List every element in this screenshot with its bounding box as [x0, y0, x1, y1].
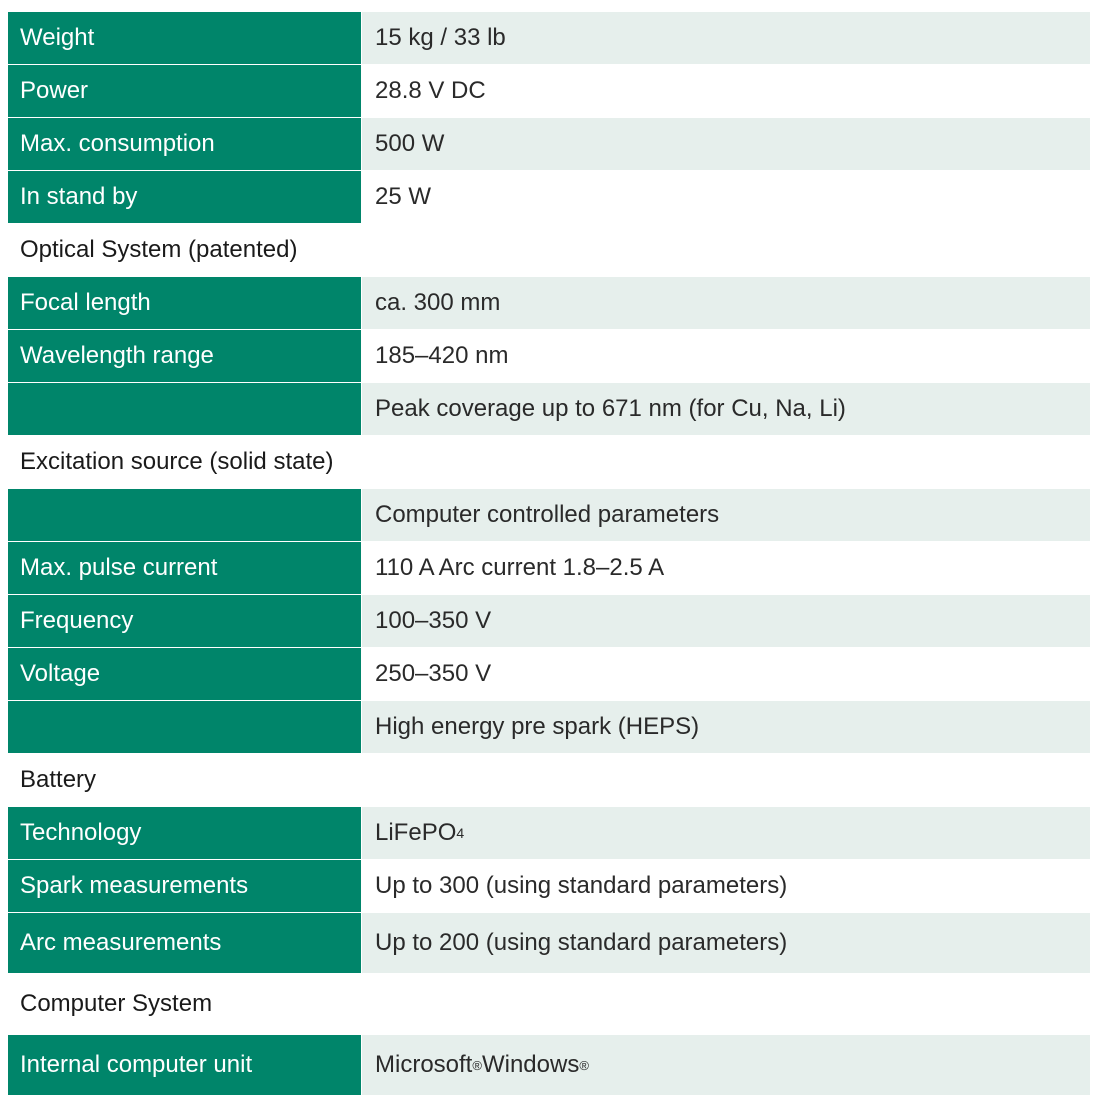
os-name: Windows: [481, 1051, 580, 1078]
chemistry-subscript: 4: [456, 825, 465, 841]
spec-row-spark-measurements: [8, 860, 1090, 912]
spec-value: 500 W: [362, 118, 1090, 170]
spec-label: [8, 489, 362, 541]
spec-value: 28.8 V DC: [362, 65, 1090, 117]
spec-row-frequency: [8, 595, 1090, 647]
spec-row-heps: [8, 701, 1090, 753]
section-heading-optical: Optical System (patented): [20, 236, 298, 263]
spec-row-weight: [8, 12, 1090, 64]
section-heading-excitation: Excitation source (solid state): [20, 448, 334, 475]
spec-value: 15 kg / 33 lb: [362, 12, 1090, 64]
spec-label: Max. consumption: [8, 118, 362, 170]
spec-value: 110 A Arc current 1.8–2.5 A: [362, 542, 1090, 594]
spec-label: Voltage: [8, 648, 362, 700]
spec-value: ca. 300 mm: [362, 277, 1090, 329]
spec-label: Max. pulse current: [8, 542, 362, 594]
spec-value: Up to 300 (using standard parameters): [362, 860, 1090, 912]
spec-row-focal-length: [8, 277, 1090, 329]
section-heading-computer: Computer System: [20, 990, 213, 1017]
spec-label: Technology: [8, 807, 362, 859]
spec-label: Spark measurements: [8, 860, 362, 912]
spec-row-wavelength-range: [8, 330, 1090, 382]
spec-value: 185–420 nm: [362, 330, 1090, 382]
spec-label: Internal computer unit: [8, 1035, 362, 1095]
spec-label: Focal length: [8, 277, 362, 329]
spec-row-power: [8, 65, 1090, 117]
section-heading-battery: Battery: [20, 766, 97, 793]
spec-value: Computer controlled parameters: [362, 489, 1090, 541]
spec-label: [8, 701, 362, 753]
spec-row-peak-coverage: [8, 383, 1090, 435]
spec-value: 250–350 V: [362, 648, 1090, 700]
spec-value: 25 W: [362, 171, 1090, 223]
spec-table: [8, 12, 1090, 1096]
spec-label: Power: [8, 65, 362, 117]
spec-value: High energy pre spark (HEPS): [362, 701, 1090, 753]
chemistry-text: LiFePO: [375, 819, 457, 846]
spec-row-internal-computer: [8, 1035, 1090, 1095]
spec-label: Wavelength range: [8, 330, 362, 382]
spec-label: In stand by: [8, 171, 362, 223]
registered-mark: ®: [579, 1057, 589, 1073]
spec-row-stand-by: [8, 171, 1090, 223]
os-vendor: Microsoft: [375, 1051, 473, 1078]
spec-row-max-pulse-current: [8, 542, 1090, 594]
spec-row-technology: [8, 807, 1090, 859]
spec-value: [362, 1035, 1090, 1095]
spec-row-voltage: [8, 648, 1090, 700]
spec-label: Frequency: [8, 595, 362, 647]
spec-label: [8, 383, 362, 435]
spec-row-computer-controlled: [8, 489, 1090, 541]
spec-value: Up to 200 (using standard parameters): [362, 913, 1090, 973]
spec-value: [362, 807, 1090, 859]
spec-value: 100–350 V: [362, 595, 1090, 647]
spec-label: Weight: [8, 12, 362, 64]
spec-value: Peak coverage up to 671 nm (for Cu, Na, Li): [362, 383, 1090, 435]
spec-label: Arc measurements: [8, 913, 362, 973]
spec-row-max-consumption: [8, 118, 1090, 170]
spec-row-arc-measurements: [8, 913, 1090, 973]
registered-mark: ®: [472, 1057, 482, 1073]
